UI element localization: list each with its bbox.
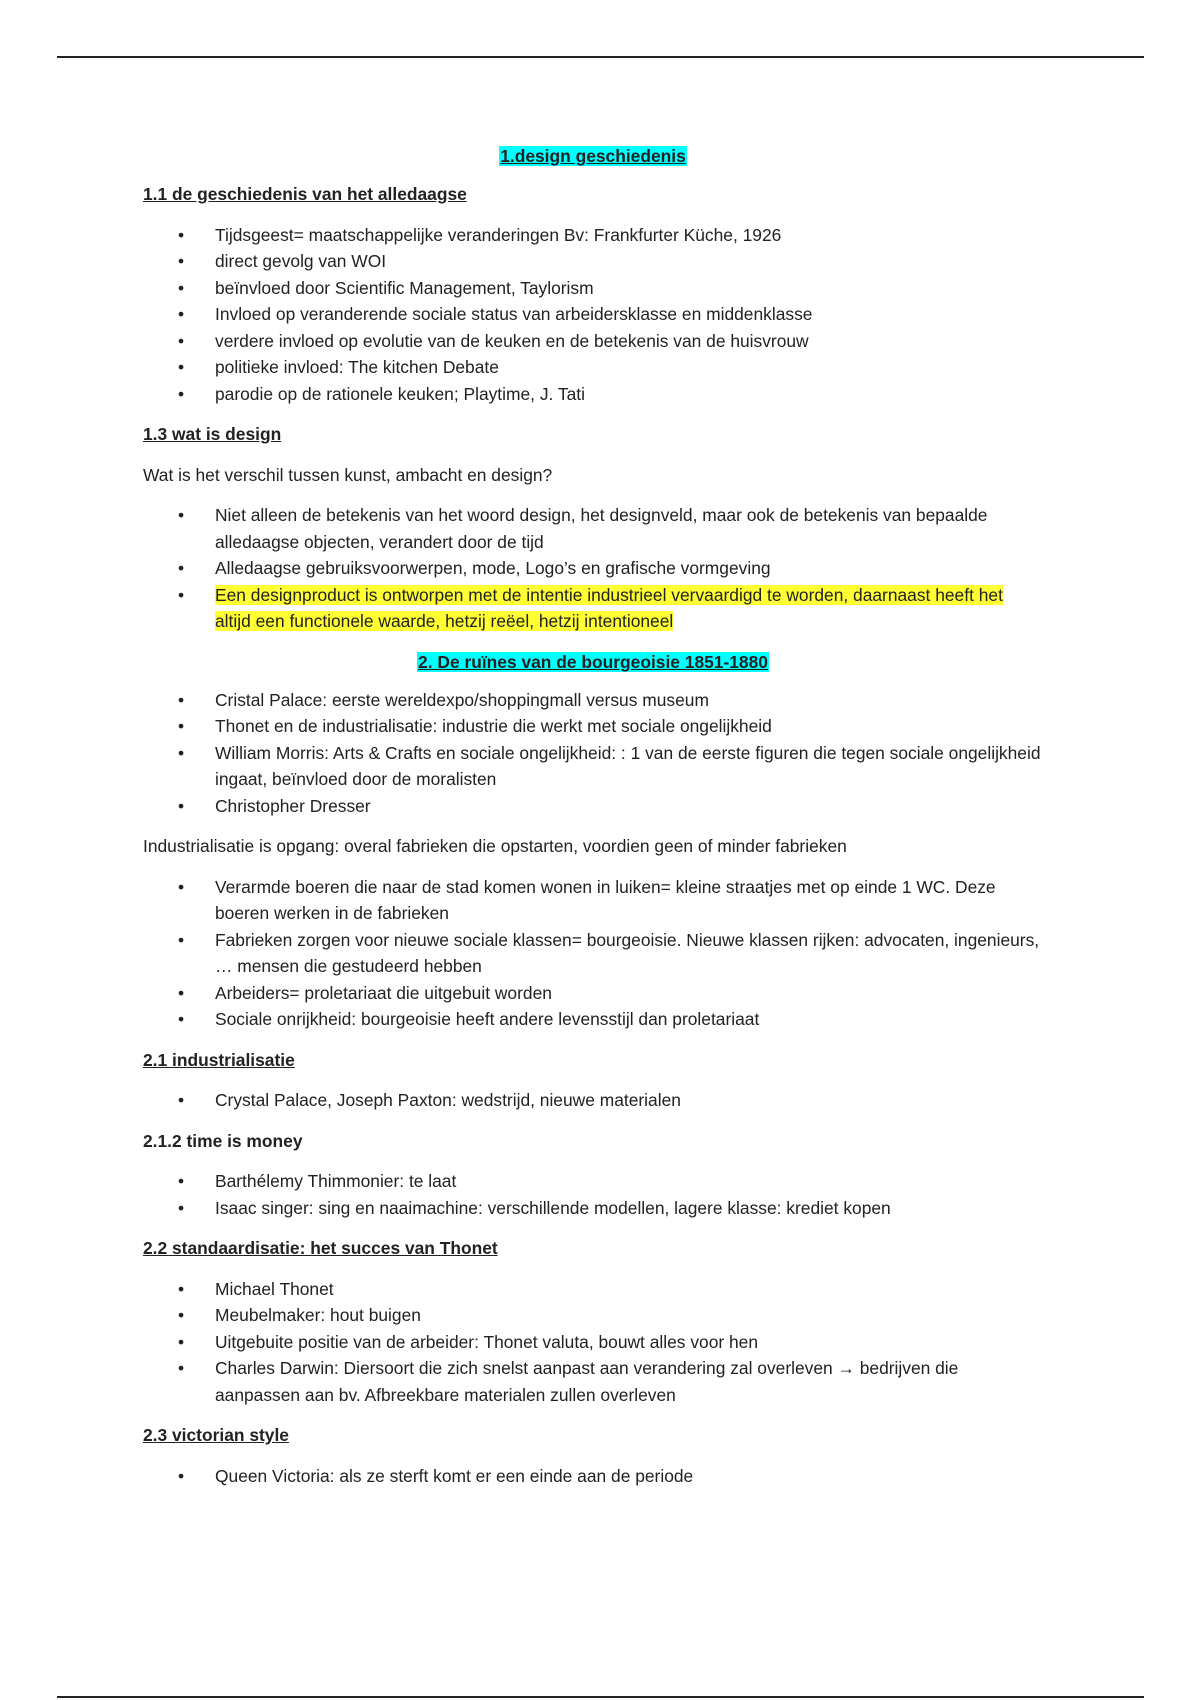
- list-item: • Queen Victoria: als ze sterft komt er een einde aan de periode: [143, 1463, 1043, 1490]
- chapter-title-1: [143, 143, 1043, 169]
- list-item: • Cristal Palace: eerste wereldexpo/shoppingmall versus museum: [143, 687, 1043, 714]
- section-heading-2-1: 2.1 industrialisatie: [143, 1049, 295, 1070]
- list-item: • politieke invloed: The kitchen Debate: [143, 354, 1043, 381]
- section-2-1-list: [143, 1087, 1043, 1114]
- list-item: • Crystal Palace, Joseph Paxton: wedstrijd, nieuwe materialen: [143, 1087, 1043, 1114]
- section-heading-1-3: 1.3 wat is design: [143, 424, 282, 444]
- chapter-2-list-2: [143, 874, 1043, 1033]
- highlighted-list-item: [143, 582, 1043, 635]
- industrialisation-paragraph: Industrialisatie is opgang: overal fabrieken die opstarten, voordien geen of minder fabrieken: [143, 836, 847, 856]
- list-item: • Invloed op veranderende sociale status van arbeidersklasse en middenklasse: [143, 301, 1043, 328]
- list-item: • Niet alleen de betekenis van het woord design, het designveld, maar ook de betekenis van bepaalde alledaagse objecten, verandert door de tijd: [143, 502, 1043, 555]
- list-item: • Isaac singer: sing en naaimachine: verschillende modellen, lagere klasse: krediet kopen: [143, 1195, 1043, 1222]
- list-item: • Barthélemy Thimmonier: te laat: [143, 1168, 1043, 1195]
- list-item: • Michael Thonet: [143, 1276, 1043, 1303]
- section-heading-2-3: 2.3 victorian style: [143, 1425, 289, 1445]
- list-item: • Verarmde boeren die naar de stad komen wonen in luiken= kleine straatjes met op einde 1 WC. Deze boeren werken in de fabrieken: [143, 874, 1043, 927]
- section-heading-2-2: 2.2 standaardisatie: het succes van Thonet: [143, 1238, 498, 1258]
- list-item: • Fabrieken zorgen voor nieuwe sociale klassen= bourgeoisie. Nieuwe klassen rijken: advocaten, ingenieurs, … mensen die gestudeerd hebben: [143, 927, 1043, 980]
- list-item: • beïnvloed door Scientific Management, Taylorism: [143, 275, 1043, 302]
- section-2-3-list: [143, 1463, 1043, 1490]
- list-item: • Thonet en de industrialisatie: industrie die werkt met sociale ongelijkheid: [143, 713, 1043, 740]
- section-1-3-list: [143, 502, 1043, 635]
- bottom-rule: [57, 1696, 1144, 1698]
- list-item: • verdere invloed op evolutie van de keuken en de betekenis van de huisvrouw: [143, 328, 1043, 355]
- section-2-1-2-list: [143, 1168, 1043, 1221]
- section-heading-2-1-2: 2.1.2 time is money: [143, 1130, 303, 1151]
- list-item: • Charles Darwin: Diersoort die zich snelst aanpast aan verandering zal overleven → bedrijven die aanpassen aan bv. Afbreekbare materialen zullen overleven: [143, 1355, 1043, 1408]
- list-item: • Arbeiders= proletariaat die uitgebuit worden: [143, 980, 1043, 1007]
- section-heading-1-1: 1.1 de geschiedenis van het alledaagse: [143, 184, 467, 204]
- top-rule: [57, 56, 1144, 58]
- chapter-title-2-text: 2. De ruïnes van de bourgeoisie 1851-1880: [418, 651, 768, 672]
- section-1-1-list: [143, 222, 1043, 408]
- section-2-2-list: [143, 1276, 1043, 1409]
- list-item: • Christopher Dresser: [143, 793, 1043, 820]
- list-item: • Alledaagse gebruiksvoorwerpen, mode, Logo’s en grafische vormgeving: [143, 555, 1043, 582]
- list-item: • Uitgebuite positie van de arbeider: Thonet valuta, bouwt alles voor hen: [143, 1329, 1043, 1356]
- list-item: • parodie op de rationele keuken; Playtime, J. Tati: [143, 381, 1043, 408]
- list-item: • Meubelmaker: hout buigen: [143, 1302, 1043, 1329]
- list-item: • direct gevolg van WOI: [143, 248, 1043, 275]
- list-item: • William Morris: Arts & Crafts en sociale ongelijkheid: : 1 van de eerste figuren die tegen sociale ongelijkheid ingaat, beïnvloed door de moralisten: [143, 740, 1043, 793]
- highlighted-text: Een designproduct is ontworpen met de intentie industrieel vervaardigd te worden, daarnaast heeft het altijd een functionele waarde, hetzij reëel, hetzij intentioneel: [215, 584, 1003, 631]
- chapter-title-1-text: 1.design geschiedenis: [500, 146, 686, 166]
- question-paragraph: Wat is het verschil tussen kunst, ambacht en design?: [143, 464, 553, 485]
- chapter-title-2: [143, 649, 1043, 675]
- chapter-2-list: [143, 687, 1043, 820]
- list-item: • Sociale onrijkheid: bourgeoisie heeft andere levensstijl dan proletariaat: [143, 1006, 1043, 1033]
- list-item: • Tijdsgeest= maatschappelijke veranderingen Bv: Frankfurter Küche, 1926: [143, 222, 1043, 249]
- document-body: [143, 143, 1043, 1503]
